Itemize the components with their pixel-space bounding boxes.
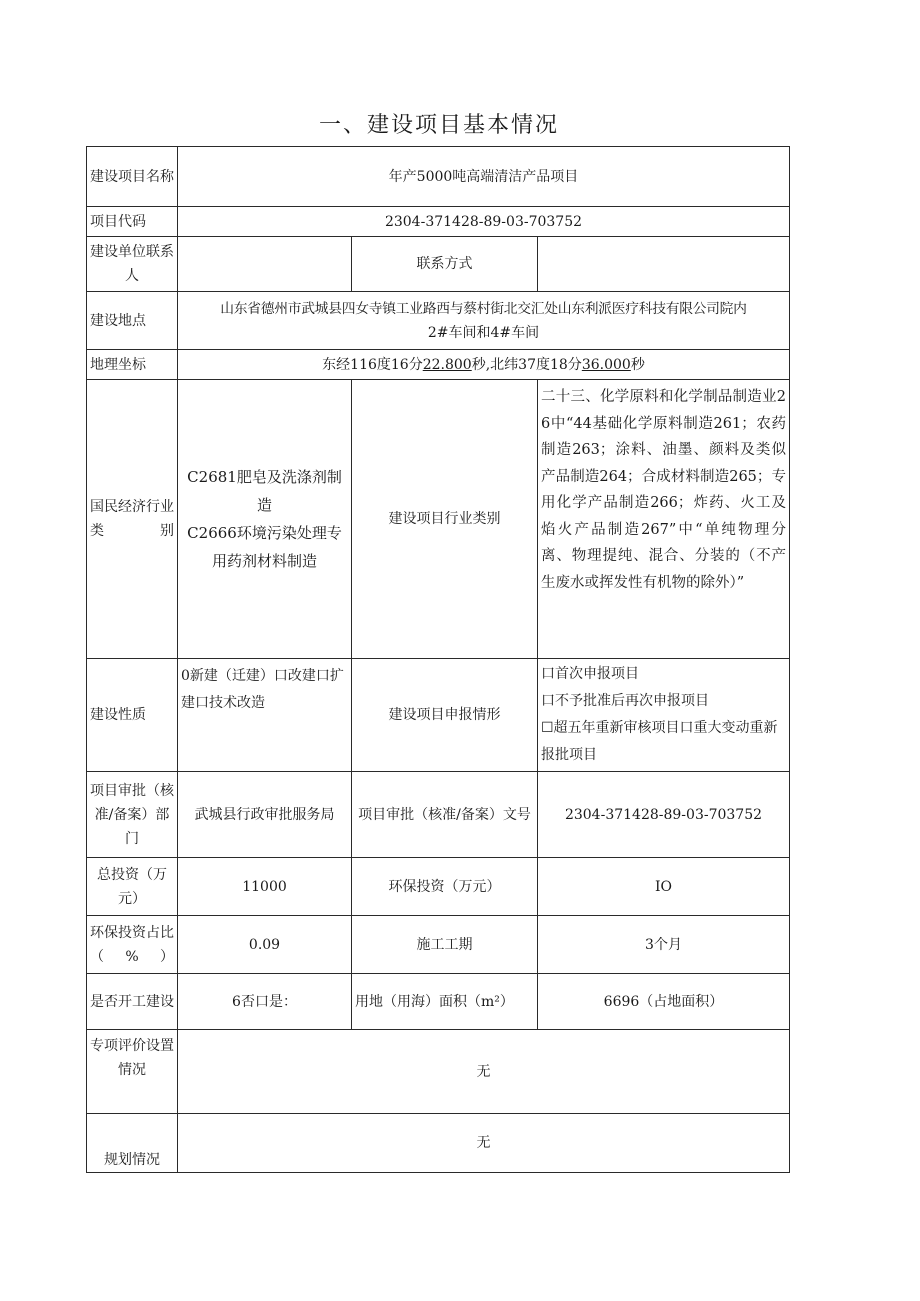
row-special-eval xyxy=(87,1030,790,1114)
value-declaration xyxy=(538,659,790,772)
label-construction-period: 施工工期 xyxy=(352,916,538,974)
option-first-declaration: 口首次申报项目 xyxy=(541,666,639,682)
value-location-line2: 2#车间和4#车间 xyxy=(427,324,540,341)
label-started: 是否开工建设 xyxy=(87,974,178,1030)
row-location xyxy=(87,292,790,350)
label-land-area: 用地（用海）面积（m²） xyxy=(352,974,538,1030)
value-industry-line1: C2681肥皂及洗涤剂制造 xyxy=(187,468,342,514)
value-location xyxy=(178,292,790,350)
coord-lon-seconds: 22.800 xyxy=(422,356,472,373)
value-project-name: 年产5000吨高端清洁产品项目 xyxy=(178,147,790,207)
coord-part2: 秒,北纬37度18分 xyxy=(471,356,582,373)
page-title: 一、建设项目基本情况 xyxy=(318,113,559,138)
label-location: 建设地点 xyxy=(87,292,178,350)
row-planning xyxy=(87,1114,790,1173)
label-project-code: 项目代码 xyxy=(87,207,178,237)
label-coordinates: 地理坐标 xyxy=(87,350,178,380)
label-approval: 项目审批（核准/备案）部门 xyxy=(87,772,178,858)
coord-part3: 秒 xyxy=(630,356,645,373)
value-land-area: 6696（占地面积） xyxy=(538,974,790,1030)
row-industry xyxy=(87,380,790,659)
label-industry-category: 建设项目行业类别 xyxy=(352,380,538,659)
option-reexamine: ☐超五年重新审核项目口重大变动重新报批项目 xyxy=(541,720,778,763)
label-investment: 总投资（万元） xyxy=(87,858,178,916)
value-contact-method xyxy=(538,237,790,292)
row-env-ratio xyxy=(87,916,790,974)
label-env-investment: 环保投资（万元） xyxy=(352,858,538,916)
label-contact: 建设单位联系人 xyxy=(87,237,178,292)
value-approval-number: 2304-371428-89-03-703752 xyxy=(538,772,790,858)
option-redeclaration: 口不予批准后再次申报项目 xyxy=(541,693,709,709)
label-approval-number: 项目审批（核准/备案）文号 xyxy=(352,772,538,858)
row-investment xyxy=(87,858,790,916)
value-project-code: 2304-371428-89-03-703752 xyxy=(178,207,790,237)
value-started: 6否口是： xyxy=(178,974,352,1030)
row-project-code xyxy=(87,207,790,237)
value-industry-category: 二十三、化学原料和化学制品制造业26中“44基础化学原料制造261；农药制造263；涂料、油墨、颜料及类似产品制造264；合成材料制造265；专用化学产品制造266；炸药、火工及焰火产品制造267”中“单纯物理分离、物理提纯、混合、分装的（不产生废水或挥发性有机物的除外）” xyxy=(538,380,790,659)
label-nature: 建设性质 xyxy=(87,659,178,772)
row-project-name xyxy=(87,147,790,207)
value-nature: 0新建（迁建）口改建口扩建口技术改造 xyxy=(178,659,352,772)
value-investment: 11000 xyxy=(178,858,352,916)
label-special-eval: 专项评价设置情况 xyxy=(87,1030,178,1114)
label-planning: 规划情况 xyxy=(87,1114,178,1173)
label-env-ratio: 环保投资占比（%） xyxy=(87,916,178,974)
value-industry xyxy=(178,380,352,659)
row-nature xyxy=(87,659,790,772)
value-contact xyxy=(178,237,352,292)
value-special-eval: 无 xyxy=(178,1030,790,1114)
value-location-line1: 山东省德州市武城县四女寺镇工业路西与蔡村街北交汇处山东利派医疗科技有限公司院内 xyxy=(220,300,747,317)
coord-part1: 东经116度16分 xyxy=(322,356,423,373)
row-started xyxy=(87,974,790,1030)
label-industry: 国民经济行业类别 xyxy=(87,380,178,659)
value-approval: 武城县行政审批服务局 xyxy=(178,772,352,858)
row-approval xyxy=(87,772,790,858)
coord-lat-seconds: 36.000 xyxy=(581,356,631,373)
row-contact xyxy=(87,237,790,292)
project-info-table xyxy=(86,146,790,1173)
value-env-investment: IO xyxy=(538,858,790,916)
label-declaration: 建设项目申报情形 xyxy=(352,659,538,772)
value-construction-period: 3个月 xyxy=(538,916,790,974)
row-coordinates xyxy=(87,350,790,380)
value-planning: 无 xyxy=(178,1114,790,1173)
label-contact-method: 联系方式 xyxy=(352,237,538,292)
value-env-ratio: 0.09 xyxy=(178,916,352,974)
value-industry-line2: C2666环境污染处理专用药剂材料制造 xyxy=(187,524,342,570)
value-coordinates xyxy=(178,350,790,380)
label-project-name: 建设项目名称 xyxy=(87,147,178,207)
